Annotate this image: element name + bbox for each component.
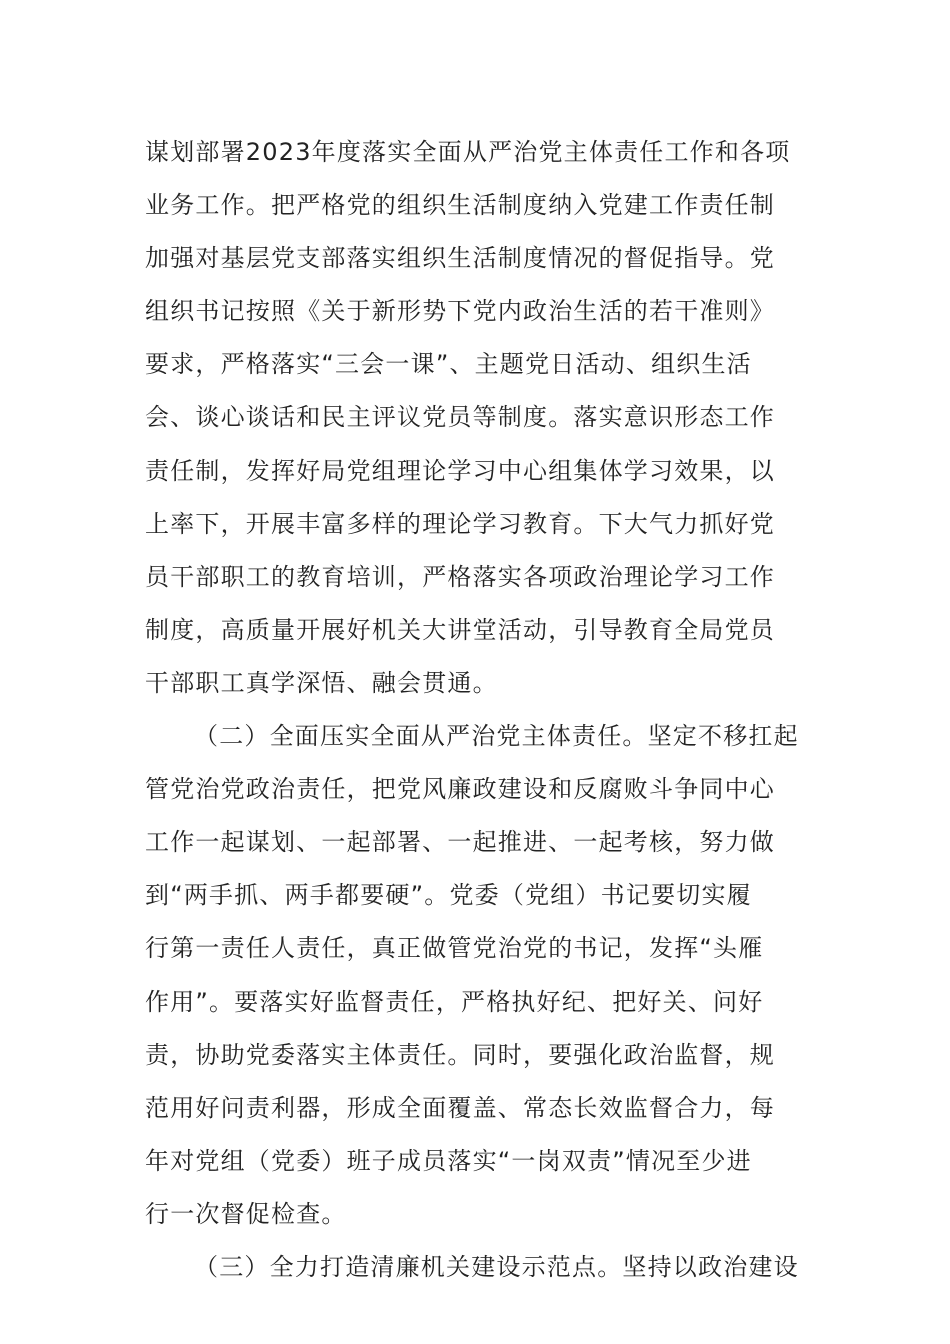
- section-heading-line: （三）全力打造清廉机关建设示范点。坚持以政治建设: [194, 1252, 799, 1281]
- text-line: 谋划部署2023年度落实全面从严治党主体责任工作和各项: [145, 138, 791, 166]
- text-line: 要求，严格落实“三会一课”、主题党日活动、组织生活: [145, 350, 752, 379]
- text-line: 组织书记按照《关于新形势下党内政治生活的若干准则》: [145, 297, 775, 326]
- text-line: 业务工作。把严格党的组织生活制度纳入党建工作责任制: [145, 191, 775, 220]
- text-line: 干部职工真学深悟、融会贯通。: [145, 668, 498, 697]
- text-line: 上率下，开展丰富多样的理论学习教育。下大气力抓好党: [145, 509, 775, 538]
- text-line: 行一次督促检查。: [145, 1199, 347, 1228]
- text-line: 工作一起谋划、一起部署、一起推进、一起考核，努力做: [145, 828, 775, 857]
- text-line: 作用”。要落实好监督责任，严格执好纪、把好关、问好: [145, 987, 764, 1016]
- text-line: 会、谈心谈话和民主评议党员等制度。落实意识形态工作: [145, 403, 775, 432]
- text-line: 责任制，发挥好局党组理论学习中心组集体学习效果，以: [145, 456, 775, 485]
- text-line: 行第一责任人责任，真正做管党治党的书记，发挥“头雁: [145, 934, 764, 963]
- body-text: [145, 126, 810, 1294]
- text-line: 制度，高质量开展好机关大讲堂活动，引导教育全局党员: [145, 615, 775, 644]
- text-line: 到“两手抓、两手都要硬”。党委（党组）书记要切实履: [145, 881, 752, 910]
- text-line: 员干部职工的教育培训，严格落实各项政治理论学习工作: [145, 562, 775, 591]
- text-line: 年对党组（党委）班子成员落实“一岗双责”情况至少进: [145, 1146, 752, 1175]
- text-line: 责，协助党委落实主体责任。同时，要强化政治监督，规: [145, 1040, 775, 1069]
- text-line: 加强对基层党支部落实组织生活制度情况的督促指导。党: [145, 244, 775, 273]
- text-line: 管党治党政治责任，把党风廉政建设和反腐败斗争同中心: [145, 775, 775, 804]
- section-heading-line: （二）全面压实全面从严治党主体责任。坚定不移扛起: [194, 722, 799, 751]
- text-line: 范用好问责利器，形成全面覆盖、常态长效监督合力，每: [145, 1093, 775, 1122]
